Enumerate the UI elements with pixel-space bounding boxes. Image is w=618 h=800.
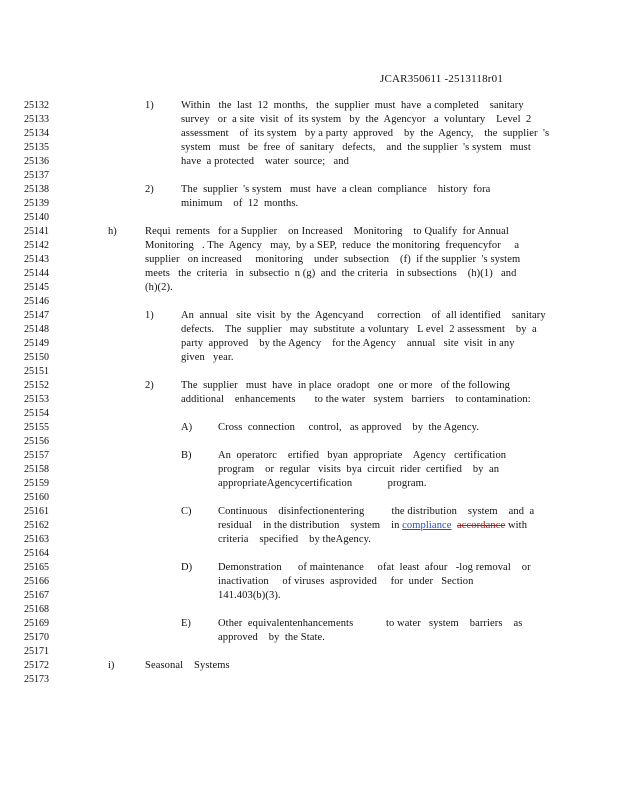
line-number: 25142 [24,240,49,251]
line-number: 25138 [24,184,49,195]
item-label: 1) [145,100,154,111]
text-line [218,519,527,533]
item-label: D) [181,562,193,573]
text-line: Requi rements for a Supplier on Increased Monitoring to Qualify for Annual [145,226,509,237]
text-line: meets the criteria in subsectio n (g) and the criteria in subsections (h)(1) and [145,268,517,279]
text-line: supplier on increased monitoring under subsection (f) if the supplier 's system [145,254,521,265]
text-line: inactivation of viruses asprovided for under Section [218,576,474,587]
text-line: Monitoring . The Agency may, by a SEP, reduce the monitoring frequencyfor a [145,240,520,251]
item-label: h) [108,226,117,237]
text-line: 141.403(b)(3). [218,590,281,601]
line-number: 25148 [24,324,49,335]
line-number: 25171 [24,646,49,657]
text-line: program or regular visits bya circuit rider certified by an [218,464,500,475]
line-number: 25132 [24,100,49,111]
item-label: 1) [145,310,154,321]
text-line: Other equivalentenhancements to water system barriers as [218,618,523,629]
text-line: survey or a site visit of its system by the Agencyor a voluntary Level 2 [181,114,532,125]
line-number: 25169 [24,618,49,629]
line-number: 25162 [24,520,49,531]
line-number: 25143 [24,254,49,265]
text-line: The supplier 's system must have a clean compliance history fora [181,184,491,195]
line-number: 25136 [24,156,49,167]
item-label: i) [108,660,115,671]
line-number: 25134 [24,128,49,139]
item-label: C) [181,506,192,517]
line-number: 25155 [24,422,49,433]
line-number: 25133 [24,114,49,125]
line-number: 25150 [24,352,49,363]
line-number: 25167 [24,590,49,601]
line-number: 25173 [24,674,49,685]
text-line: additional enhancements to the water system barriers to contamination: [181,394,531,405]
line-number: 25149 [24,338,49,349]
text-line: Demonstration of maintenance ofat least afour -log removal or [218,562,531,573]
text-line: assessment of its system by a party approved by the Agency, the supplier 's [181,128,550,139]
line-number: 25140 [24,212,49,223]
text-line: criteria specified by theAgency. [218,534,371,545]
text-line: Cross connection control, as approved by the Agency. [218,422,480,433]
line-number: 25154 [24,408,49,419]
item-label: E) [181,618,191,629]
line-number: 25158 [24,464,49,475]
line-number: 25151 [24,366,49,377]
line-number: 25166 [24,576,49,587]
line-number: 25165 [24,562,49,573]
text-line: An annual site visit by the Agencyand correction of all identified sanitary [181,310,546,321]
text-line: The supplier must have in place oradopt one or more of the following [181,380,510,391]
text-run: with [505,520,528,531]
text-line: Seasonal Systems [145,660,230,671]
line-number: 25168 [24,604,49,615]
item-label: 2) [145,184,154,195]
line-number: 25156 [24,436,49,447]
text-line: An operatorc ertified byan appropriate Agency certification [218,450,507,461]
line-number: 25161 [24,506,49,517]
text-line: Within the last 12 months, the supplier must have a completed sanitary [181,100,524,111]
text-line: approved by the State. [218,632,325,643]
inserted-text: compliance [402,520,452,531]
line-number: 25153 [24,394,49,405]
document-id: JCAR350611 -2513118r01 [380,73,504,85]
item-label: B) [181,450,192,461]
line-number: 25159 [24,478,49,489]
line-number: 25152 [24,380,49,391]
line-number: 25157 [24,450,49,461]
line-number: 25147 [24,310,49,321]
text-line: appropriateAgencycertification program. [218,478,427,489]
line-number: 25139 [24,198,49,209]
text-line: minimum of 12 months. [181,198,299,209]
item-label: 2) [145,380,154,391]
text-line: have a protected water source; and [181,156,349,167]
text-run: residual in the distribution system in [218,520,403,531]
text-line: system must be free of sanitary defects, and the supplier 's system must [181,142,531,153]
text-line: (h)(2). [145,282,173,293]
line-number: 25135 [24,142,49,153]
line-number: 25160 [24,492,49,503]
line-number: 25141 [24,226,49,237]
line-number: 25144 [24,268,49,279]
text-line: given year. [181,352,234,363]
text-line: Continuous disinfectionentering the distribution system and a [218,506,535,517]
item-label: A) [181,422,193,433]
line-number: 25145 [24,282,49,293]
deleted-text: accordance [457,520,506,531]
text-line: party approved by the Agency for the Agency annual site visit in any [181,338,515,349]
line-number: 25172 [24,660,49,671]
line-number: 25146 [24,296,49,307]
line-number: 25163 [24,534,49,545]
text-line: defects. The supplier may substitute a voluntary L evel 2 assessment by a [181,324,537,335]
line-number: 25137 [24,170,49,181]
line-number: 25170 [24,632,49,643]
line-number: 25164 [24,548,49,559]
